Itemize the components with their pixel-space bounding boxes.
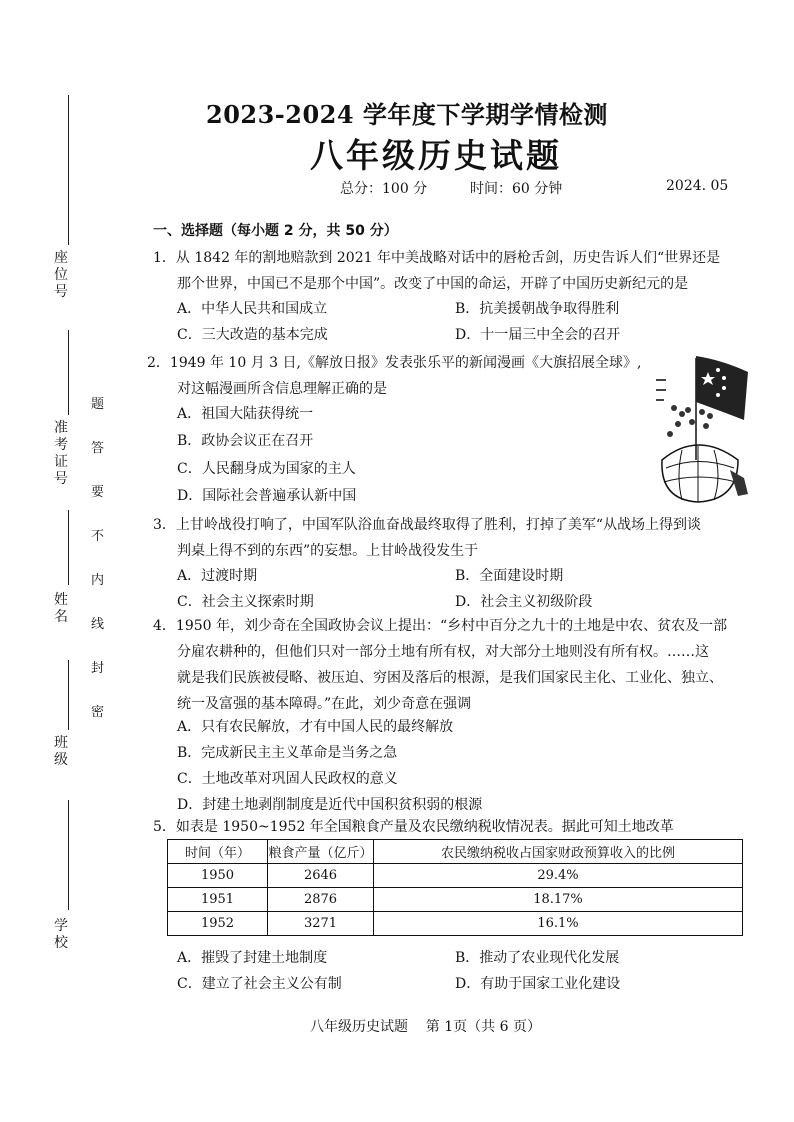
option-b[interactable]: B．政协会议正在召开 (177, 433, 314, 449)
table-cell: 29.4% (374, 864, 743, 888)
table-cell: 2876 (268, 888, 374, 912)
seat-line[interactable] (68, 95, 69, 245)
option-a[interactable]: A．只有农民解放，才有中国人民的最终解放 (177, 719, 454, 735)
option-a[interactable]: A．中华人民共和国成立 (177, 301, 328, 317)
option-b[interactable]: B．全面建设时期 (455, 568, 564, 584)
question-5 (153, 814, 753, 840)
question-stem: 1．从 1842 年的割地赔款到 2021 年中美战略对话中的唇枪舌剑，历史告诉人们“世界还是 (153, 250, 721, 266)
table-header-cell: 时间（年） (168, 840, 268, 864)
question-stem: 4．1950 年，刘少奇在全国政协会议上提出：“乡村中百分之九十的土地是中农、贫农及一部 (153, 618, 728, 634)
option-c[interactable]: C．社会主义探索时期 (177, 594, 314, 610)
question-stem: 统一及富强的基本障碍。”在此，刘少奇意在强调 (177, 696, 472, 712)
option-c[interactable]: C．建立了社会主义公有制 (177, 976, 342, 992)
section-title: 一、选择题（每小题 2 分，共 50 分） (153, 223, 398, 239)
table-cell: 1952 (168, 912, 268, 936)
option-c[interactable]: C．人民翻身成为国家的主人 (177, 461, 356, 477)
table-header-cell: 粮食产量（亿斤） (268, 840, 374, 864)
question-stem: 分雇农耕种的，但他们只对一部分土地有所有权，对大部分土地则没有所有权。……这 (177, 644, 709, 660)
table-cell: 16.1% (374, 912, 743, 936)
question-1 (153, 245, 753, 297)
seal-char: 不 (91, 529, 105, 544)
question-stem: 2．1949 年 10 月 3 日,《解放日报》发表张乐平的新闻漫画《大旗招展全球》, (147, 355, 642, 371)
exam-id-line[interactable] (68, 330, 69, 415)
table-row (168, 864, 743, 888)
question-3 (153, 512, 753, 564)
data-table (167, 839, 743, 936)
option-d[interactable]: D．十一届三中全会的召开 (455, 327, 621, 343)
option-b[interactable]: B．完成新民主主义革命是当务之急 (177, 745, 398, 761)
option-b[interactable]: B．推动了农业现代化发展 (455, 950, 620, 966)
option-c[interactable]: C．三大改造的基本完成 (177, 327, 328, 343)
table-header-row (168, 840, 743, 864)
table-cell: 1950 (168, 864, 268, 888)
question-stem: 5．如表是 1950~1952 年全国粮食产量及农民缴纳税收情况表。据此可知土地改革 (153, 819, 674, 835)
name-label: 姓名 (54, 592, 68, 625)
option-d[interactable]: D．国际社会普遍承认新中国 (177, 488, 357, 504)
table-row (168, 888, 743, 912)
seal-char: 题 (91, 397, 105, 412)
seal-char: 密 (91, 705, 105, 720)
seal-char: 答 (91, 441, 105, 456)
table-cell: 18.17% (374, 888, 743, 912)
question-2 (147, 350, 657, 402)
page-footer: 八年级历史试题 第 1页（共 6 页） (310, 1019, 541, 1035)
seal-char: 要 (91, 485, 105, 500)
option-d[interactable]: D．封建土地剥削制度是近代中国积贫积弱的根源 (177, 797, 483, 813)
exam-id-label: 准考证号 (54, 420, 68, 487)
school-label: 学校 (54, 918, 68, 951)
question-stem: 3．上甘岭战役打响了，中国军队浴血奋战最终取得了胜利，打掉了美军“从战场上得到谈 (153, 517, 702, 533)
table-row (168, 912, 743, 936)
exam-date: 2024. 05 (666, 178, 729, 194)
option-a[interactable]: A．过渡时期 (177, 568, 258, 584)
total-score: 总分：100 分 (340, 181, 428, 197)
option-d[interactable]: D．有助于国家工业化建设 (455, 976, 621, 992)
seal-char: 线 (91, 617, 105, 632)
question-4 (153, 613, 753, 717)
question-stem: 就是我们民族被侵略、被压迫、穷困及落后的根源，是我们国家民主化、工业化、独立、 (177, 670, 723, 686)
option-b[interactable]: B．抗美援朝战争取得胜利 (455, 301, 620, 317)
exam-time: 时间：60 分钟 (470, 181, 563, 197)
cartoon-image (652, 350, 754, 503)
exam-title-line2: 八年级历史试题 (310, 136, 562, 175)
table-header-cell: 农民缴纳税收占国家财政预算收入的比例 (374, 840, 743, 864)
table-cell: 3271 (268, 912, 374, 936)
table-cell: 2646 (268, 864, 374, 888)
seat-label: 座位号 (54, 250, 68, 300)
class-label: 班级 (54, 735, 68, 768)
question-stem: 那个世界，中国已不是那个中国”。改变了中国的命运，开辟了中国历史新纪元的是 (177, 276, 689, 292)
school-line[interactable] (68, 800, 69, 910)
option-a[interactable]: A．摧毁了封建土地制度 (177, 950, 328, 966)
name-line[interactable] (68, 510, 69, 585)
seal-char: 封 (91, 661, 105, 676)
class-line[interactable] (68, 660, 69, 730)
seal-char: 内 (91, 573, 105, 588)
question-stem: 判桌上得不到的东西”的妄想。上甘岭战役发生于 (177, 543, 479, 559)
question-stem: 对这幅漫画所含信息理解正确的是 (177, 381, 387, 397)
exam-title-line1: 2023-2024 学年度下学期学情检测 (206, 100, 608, 129)
option-a[interactable]: A．祖国大陆获得统一 (177, 406, 314, 422)
table-cell: 1951 (168, 888, 268, 912)
option-d[interactable]: D．社会主义初级阶段 (455, 594, 593, 610)
option-c[interactable]: C．土地改革对巩固人民政权的意义 (177, 771, 398, 787)
